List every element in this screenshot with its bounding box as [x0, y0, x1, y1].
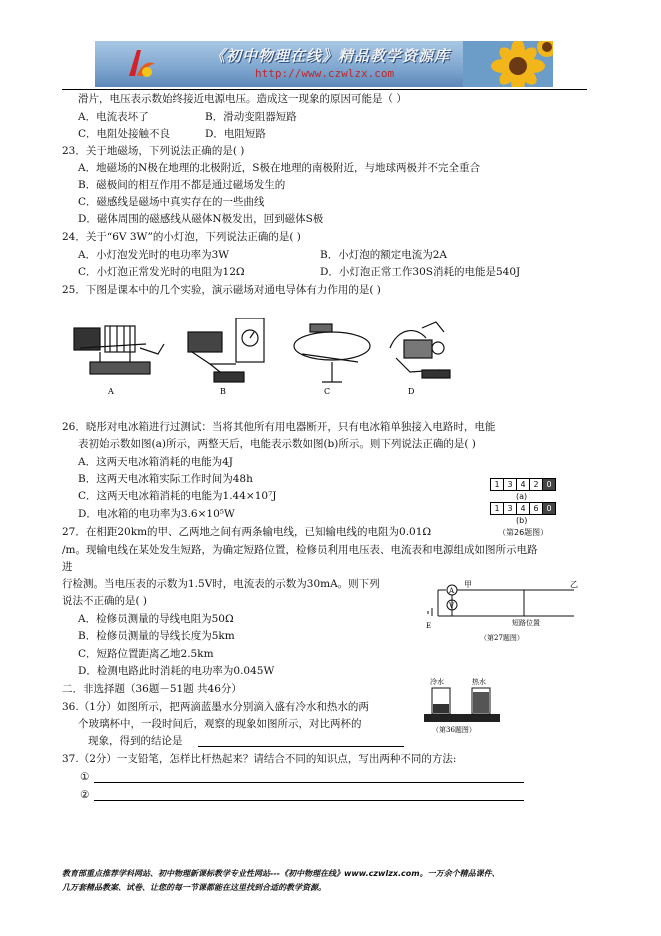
- q25-label-c: C: [324, 387, 331, 396]
- q22-option-a: A．电流表坏了: [78, 111, 149, 123]
- q24-option-c: C．小灯泡正常发光时的电阻为12Ω: [78, 266, 245, 278]
- q26-stem-2: 表初始示数如图(a)所示，两整天后，电能表示数如图(b)所示。则下列说法正确的是( ): [78, 438, 476, 450]
- q27-e-label: E: [426, 622, 432, 630]
- q27-option-c: C．短路位置距离乙地2.5km: [78, 648, 214, 660]
- q24-option-d: D．小灯泡正常工作30S消耗的电能是540J: [320, 266, 521, 278]
- q36-stem-3: 现象，得到的结论是: [88, 735, 183, 747]
- q26-stem-1: 26．晓彤对电冰箱进行过测试：当将其他所有用电器断开，只有电冰箱单独接入电路时，电能: [62, 421, 496, 433]
- q27-stem-5: 说法不正确的是( ): [62, 595, 148, 607]
- q23-option-b: B．磁极间的相互作用不都是通过磁场发生的: [78, 179, 286, 191]
- q27-stem-2: /m。现输电线在某处发生短路，为确定短路位置，检修员利用电压表、电流表和电源组成如图所示电路: [62, 544, 538, 556]
- q36-answer-line[interactable]: [198, 746, 404, 747]
- q25-label-b: B: [220, 387, 226, 396]
- q27-option-b: B．检修员测量的导线长度为5km: [78, 630, 235, 642]
- q22-option-b: B．滑动变阻器短路: [205, 111, 297, 123]
- q23-stem: 23．关于地磁场，下列说法正确的是( ): [62, 145, 245, 157]
- meter-b: 1 3 4 6 0: [490, 502, 555, 515]
- q23-option-c: C．磁感线是磁场中真实存在的一些曲线: [78, 196, 265, 208]
- footer-line-2: 几万套精品教案、试卷、让您的每一节课都能在这里找到合适的教学资源。: [62, 883, 326, 892]
- q27-ammeter-label: A: [449, 587, 455, 595]
- meter-a: 1 3 4 2 0: [490, 478, 555, 491]
- q26-option-c: C．这两天电冰箱消耗的电能为1.44×10⁷J: [78, 490, 277, 502]
- site-logo-icon: [123, 46, 159, 82]
- q26-option-b: B．这两天电冰箱实际工作时间为48h: [78, 473, 253, 485]
- q37-stem: 37.（2分）一支铅笔，怎样比杆热起来？请结合不同的知识点，写出两种不同的方法:: [62, 753, 457, 765]
- banner-url[interactable]: http://www.czwlzx.com: [255, 67, 395, 80]
- q24-option-a: A．小灯泡发光时的电功率为3W: [78, 249, 230, 261]
- q26-option-a: A．这两天电冰箱消耗的电能为4J: [78, 456, 233, 468]
- q27-stem-4: 行检测。当电压表的示数为1.5V时，电流表的示数为30mA。则下列: [62, 578, 380, 590]
- q36-stem-1: 36.（1分）如图所示，把两滴蓝墨水分别滴入盛有冷水和热水的两: [62, 701, 369, 713]
- q25-label-d: D: [408, 387, 415, 396]
- q27-stem-1: 27．在相距20km的甲、乙两地之间有两条输电线，已知输电线的电阻为0.01Ω: [62, 526, 432, 538]
- q36-beakers-figure: [424, 676, 504, 736]
- footer-line-1: 教育部重点推荐学科网站、初中物理新课标教学专业性网站---《初中物理在线》www.czwlzx.com。一万余个精品课件、: [62, 869, 500, 878]
- meter-b-caption: (b): [516, 516, 528, 525]
- q22-option-d: D．电阻短路: [205, 128, 266, 140]
- header-rule: [62, 89, 587, 90]
- banner-title: 《初中物理在线》精品教学资源库: [210, 47, 451, 65]
- q36-stem-2: 个玻璃杯中，一段时间后，观察的现象如图所示，对比两杯的: [78, 718, 362, 730]
- q26-figure-caption: （第26题图）: [498, 528, 549, 537]
- q27-jia-label: 甲: [464, 580, 472, 589]
- header-banner: [95, 41, 553, 87]
- q22-stem-cont: 滑片，电压表示数始终接近电源电压。造成这一现象的原因可能是（ ）: [78, 93, 407, 105]
- q27-stem-3: 进: [62, 561, 73, 573]
- q24-stem: 24．关于“6V 3W”的小灯泡，下列说法正确的是( ): [62, 231, 301, 243]
- q27-option-a: A．检修员测量的导线电阻为50Ω: [78, 613, 234, 625]
- q37-answer-2-marker: ②: [80, 789, 90, 801]
- q27-caption: （第27题图）: [480, 634, 524, 642]
- q23-option-d: D．磁体周围的磁感线从磁体N极发出，回到磁体S极: [78, 213, 324, 225]
- q27-circuit-figure: [424, 578, 584, 644]
- q36-hot-label: 热水: [472, 678, 486, 686]
- q37-answer-line-2[interactable]: [94, 800, 524, 801]
- q25-stem: 25．下图是课本中的几个实验，演示磁场对通电导体有力作用的是( ): [62, 284, 381, 296]
- q27-option-d: D．检测电路此时消耗的电功率为0.045W: [78, 665, 275, 677]
- section-two-heading: 二．非选择题（36题－51题 共46分）: [62, 683, 242, 695]
- q37-answer-1-marker: ①: [80, 771, 90, 783]
- q23-option-a: A．地磁场的N极在地理的北极附近，S极在地理的南极附近，与地球两极并不完全重合: [78, 162, 480, 174]
- q36-cold-label: 冷水: [430, 678, 444, 686]
- q24-option-b: B．小灯泡的额定电流为2A: [320, 249, 447, 261]
- q36-caption: （第36题图）: [432, 726, 476, 734]
- q25-figure: [60, 318, 470, 396]
- q27-voltmeter-label: V: [449, 602, 455, 610]
- q25-label-a: A: [108, 387, 114, 396]
- sunflower-icon: [463, 41, 553, 87]
- q37-answer-line-1[interactable]: [94, 782, 524, 783]
- q27-yi-label: 乙: [570, 580, 578, 589]
- meter-a-caption: (a): [516, 492, 528, 501]
- q26-option-d: D．电冰箱的电功率为3.6×10⁵W: [78, 508, 235, 520]
- q22-option-c: C．电阻处接触不良: [78, 128, 171, 140]
- q27-short-label: 短路位置: [512, 619, 540, 627]
